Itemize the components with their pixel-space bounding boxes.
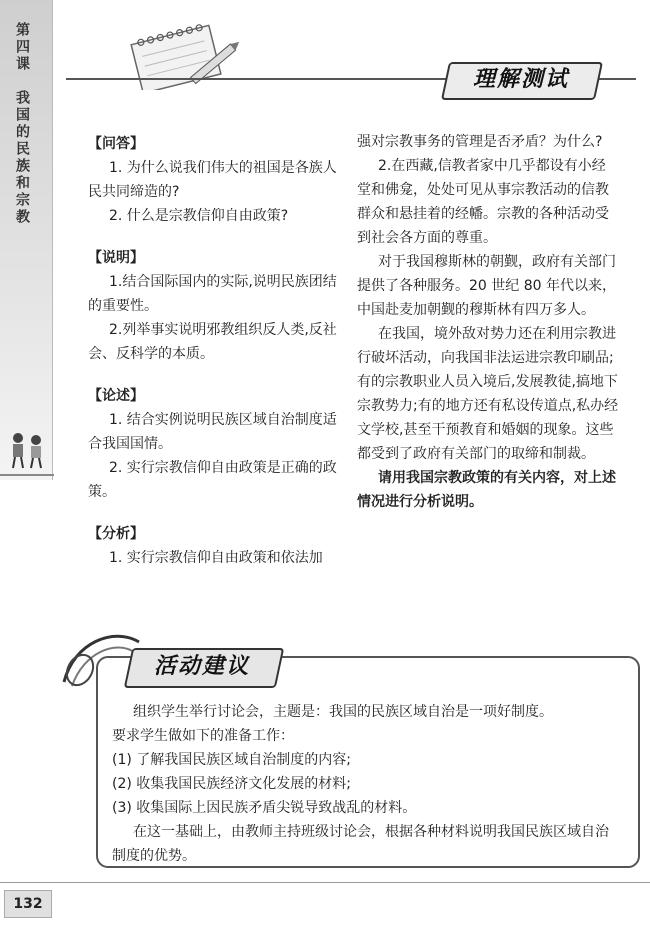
section-title: 理解测试 (472, 67, 569, 92)
hajj-paragraph: 对于我国穆斯林的朝觐，政府有关部门提供了各种服务。20 世纪 80 年代以来，中国赴麦加朝觐的穆斯林有四万多人。 (357, 254, 616, 318)
activity-content (112, 700, 620, 868)
left-column (88, 132, 338, 570)
activity-requirement: 要求学生做如下的准备工作： (112, 728, 294, 744)
explain-heading: 【说明】 (88, 250, 144, 266)
activity-item-3: (3) 收集国际上因民族矛盾尖锐导致战乱的材料。 (112, 800, 417, 816)
activity-item-2: (2) 收集我国民族经济文化发展的材料; (112, 776, 351, 792)
footer-rule (0, 882, 650, 883)
student-figures-icon (6, 430, 48, 470)
qa-question-1: 1. 为什么说我们伟大的祖国是各族人民共同缔造的? (88, 160, 337, 200)
chapter-label: 第四课 我国的民族和宗教 (14, 22, 30, 226)
qa-question-2: 2. 什么是宗教信仰自由政策? (109, 208, 289, 224)
activity-item-1: (1) 了解我国民族区域自治制度的内容; (112, 752, 351, 768)
analysis-question-1-cont: 强对宗教事务的管理是否矛盾？为什么? (357, 134, 603, 150)
qa-heading: 【问答】 (88, 136, 144, 152)
page-number: 132 (4, 890, 52, 918)
explain-question-1: 1.结合国际国内的实际,说明民族团结的重要性。 (88, 274, 337, 314)
discuss-question-1: 1. 结合实例说明民族区域自治制度适合我国国情。 (88, 412, 337, 452)
explain-question-2: 2.列举事实说明邪教组织反人类,反社会、反科学的本质。 (88, 322, 337, 362)
side-divider (0, 474, 54, 476)
right-column (357, 130, 619, 514)
activity-title: 活动建议 (153, 654, 250, 679)
analysis-question-1-start: 1. 实行宗教信仰自由政策和依法加 (109, 550, 323, 566)
analysis-instruction: 请用我国宗教政策的有关内容，对上述情况进行分析说明。 (357, 470, 616, 510)
tibet-paragraph: 2.在西藏,信教者家中几乎都设有小经堂和佛龛，处处可见从事宗教活动的信教群众和悬挂着的经幡。宗教的各种活动受到社会各方面的尊重。 (357, 158, 609, 246)
analysis-heading: 【分析】 (88, 526, 144, 542)
foreign-forces-paragraph: 在我国，境外敌对势力还在利用宗教进行破坏活动，向我国非法运进宗教印刷品;有的宗教职业人员入境后,发展教徒,搞地下宗教势力;有的地方还有私设传道点,私办经文学校,甚至干预教育和婚姻的现象。这些都受到了政府有关部门的取缔和制裁。 (357, 326, 619, 462)
activity-conclusion: 在这一基础上，由教师主持班级讨论会，根据各种材料说明我国民族区域自治制度的优势。 (112, 824, 609, 864)
discuss-heading: 【论述】 (88, 388, 144, 404)
activity-topic: 组织学生举行讨论会，主题是：我国的民族区域自治是一项好制度。 (133, 704, 553, 720)
discuss-question-2: 2. 实行宗教信仰自由政策是正确的政策。 (88, 460, 337, 500)
